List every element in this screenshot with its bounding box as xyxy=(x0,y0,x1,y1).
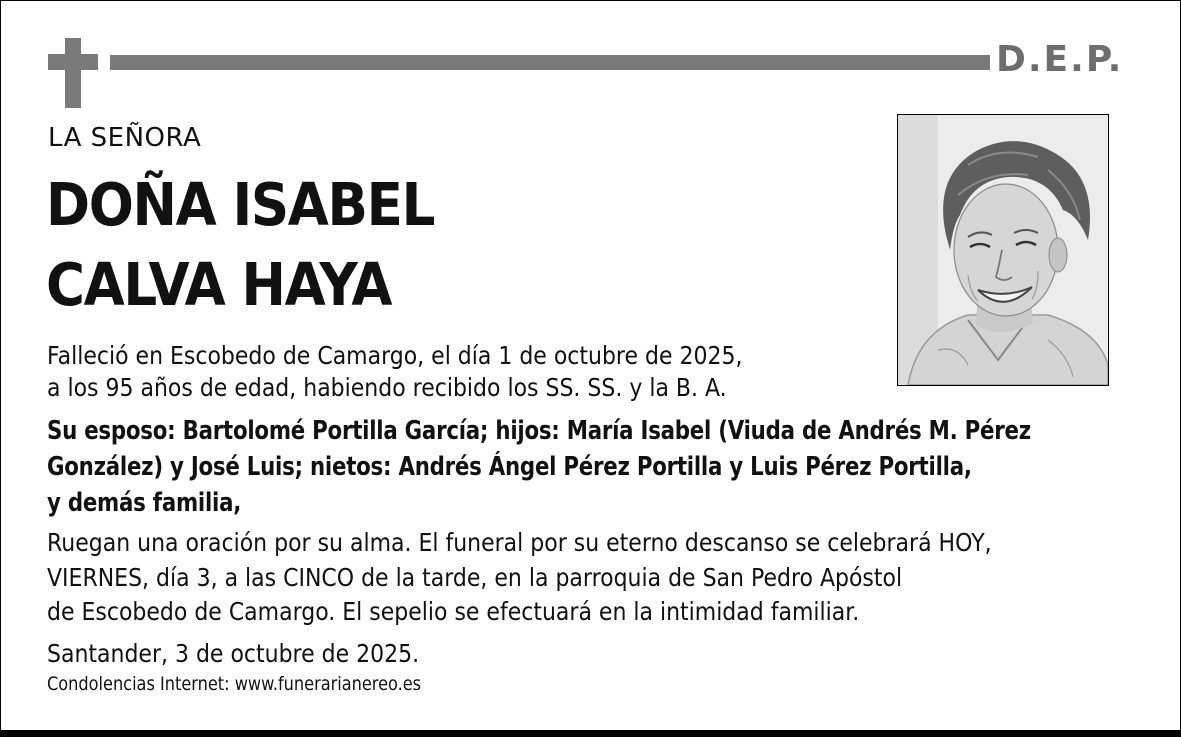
service-info-line: Ruegan una oración por su alma. El funeral por su eterno descanso se celebrará HOY, xyxy=(47,528,992,557)
family-line: y demás familia, xyxy=(47,488,242,518)
deceased-portrait xyxy=(897,114,1109,386)
deceased-title: LA SEÑORA xyxy=(48,123,202,153)
cross-icon-arm xyxy=(48,54,98,70)
family-line: Su esposo: Bartolomé Portilla García; hijos: María Isabel (Viuda de Andrés M. Pérez xyxy=(47,416,1031,446)
dep-label: D.E.P. xyxy=(996,39,1124,80)
portrait-image xyxy=(898,115,1108,385)
service-info-line: de Escobedo de Camargo. El sepelio se efectuará en la intimidad familiar. xyxy=(47,597,860,626)
cross-icon xyxy=(65,38,81,108)
death-info-line: Falleció en Escobedo de Camargo, el día 1 de octubre de 2025, xyxy=(47,341,743,370)
family-line: González) y José Luis; nietos: Andrés Ángel Pérez Portilla y Luis Pérez Portilla, xyxy=(47,452,972,482)
service-info-line: VIERNES, día 3, a las CINCO de la tarde, en la parroquia de San Pedro Apóstol xyxy=(47,563,903,592)
deceased-name-line1: DOÑA ISABEL xyxy=(46,170,435,239)
deceased-name-line2: CALVA HAYA xyxy=(46,250,392,319)
place-date: Santander, 3 de octubre de 2025. xyxy=(47,639,420,668)
condolences-link: Condolencias Internet: www.funerarianereo.es xyxy=(47,673,422,695)
death-info-line: a los 95 años de edad, habiendo recibido los SS. SS. y la B. A. xyxy=(47,373,727,402)
header-rule xyxy=(110,55,990,70)
